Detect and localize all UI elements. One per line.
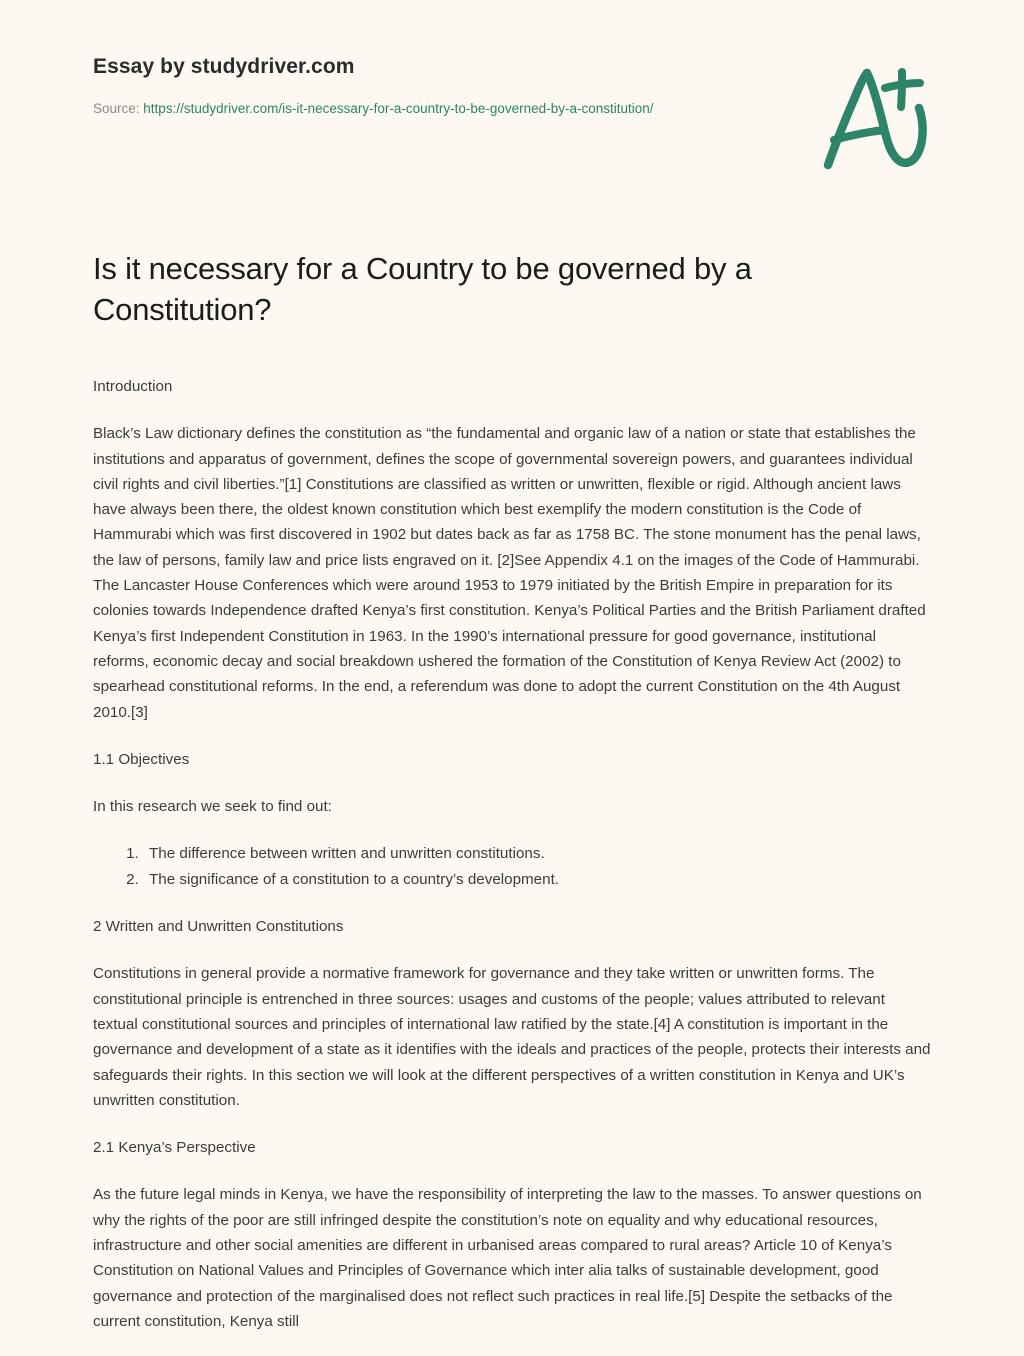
list-item: 2. The significance of a constitution to a country’s development. bbox=[143, 867, 931, 892]
source-url-link[interactable]: https://studydriver.com/is-it-necessary-for-a-country-to-be-governed-by-a-constitution/ bbox=[143, 101, 654, 116]
essay-byline: Essay by studydriver.com bbox=[93, 55, 355, 78]
source-label: Source: bbox=[93, 101, 140, 116]
section-2-1-heading: 2.1 Kenya’s Perspective bbox=[93, 1139, 256, 1157]
document-header bbox=[0, 0, 1024, 200]
section-2-1-paragraph: As the future legal minds in Kenya, we have the responsibility of interpreting the law to the masses. To answer questions on why the rights of the poor are still infringed despite the constitution’s note on equality and why educational resources, infrastructure and other social amenities are different in urbanised areas compared to rural areas? Article 10 of Kenya’s Constitution on National Values and Principles of Governance which inter alia talks of sustainable development, good governance and protection of the marginalised does not reflect such practices in real life.[5] Despite the setbacks of the current constitution, Kenya still bbox=[93, 1186, 922, 1330]
section-2-heading: 2 Written and Unwritten Constitutions bbox=[93, 918, 344, 936]
document-content bbox=[93, 248, 931, 1356]
objectives-list bbox=[93, 841, 931, 892]
page-title: Is it necessary for a Country to be governed by a Constitution? bbox=[93, 251, 752, 327]
header-text-block bbox=[93, 54, 783, 120]
objectives-lead-text: In this research we seek to find out: bbox=[93, 798, 332, 816]
list-item: 1. The difference between written and unwritten constitutions. bbox=[143, 841, 931, 866]
a-plus-icon bbox=[812, 52, 936, 178]
source-line bbox=[93, 98, 783, 120]
section-2-paragraph: Constitutions in general provide a normative framework for governance and they take written or unwritten forms. The constitutional principle is entrenched in three sources: usages and customs of the people; values attributed to relevant textual constitutional sources and principles of international law ratified by the state.[4] A constitution is important in the governance and development of a state as it identifies with the ideals and practices of the people, protects their interests and safeguards their rights. In this section we will look at the different perspectives of a written constitution in Kenya and UK’s unwritten constitution. bbox=[93, 965, 931, 1109]
introduction-heading: Introduction bbox=[93, 378, 173, 395]
objectives-heading: 1.1 Objectives bbox=[93, 750, 190, 768]
studydriver-a-plus-logo bbox=[812, 52, 936, 178]
introduction-paragraph: Black’s Law dictionary defines the constitution as “the fundamental and organic law of a nation or state that establishes the institutions and apparatus of government, defines the scope of governmental sovereign powers, and guarantees individual civil rights and civil liberties.”[1] Constitutions are classified as written or unwritten, flexible or rigid. Although ancient laws have always been there, the oldest known constitution which best exemplify the modern constitution is the Code of Hammurabi which was first discovered in 1902 but dates back as far as 1758 BC. The stone monument has the penal laws, the law of persons, family law and price lists engraved on it. [2]See Appendix 4.1 on the images of the Code of Hammurabi. The Lancaster House Conferences which were around 1953 to 1979 initiated by the British Empire in preparation for its colonies towards Independence drafted Kenya’s first constitution. Kenya’s Political Parties and the British Parliament drafted Kenya’s first Independent Constitution in 1963. In the 1990’s international pressure for good governance, institutional reforms, economic decay and social breakdown ushered the formation of the Constitution of Kenya Review Act (2002) to spearhead constitutional reforms. In the end, a referendum was done to adopt the current Constitution on the 4th August 2010.[3] bbox=[93, 425, 926, 721]
